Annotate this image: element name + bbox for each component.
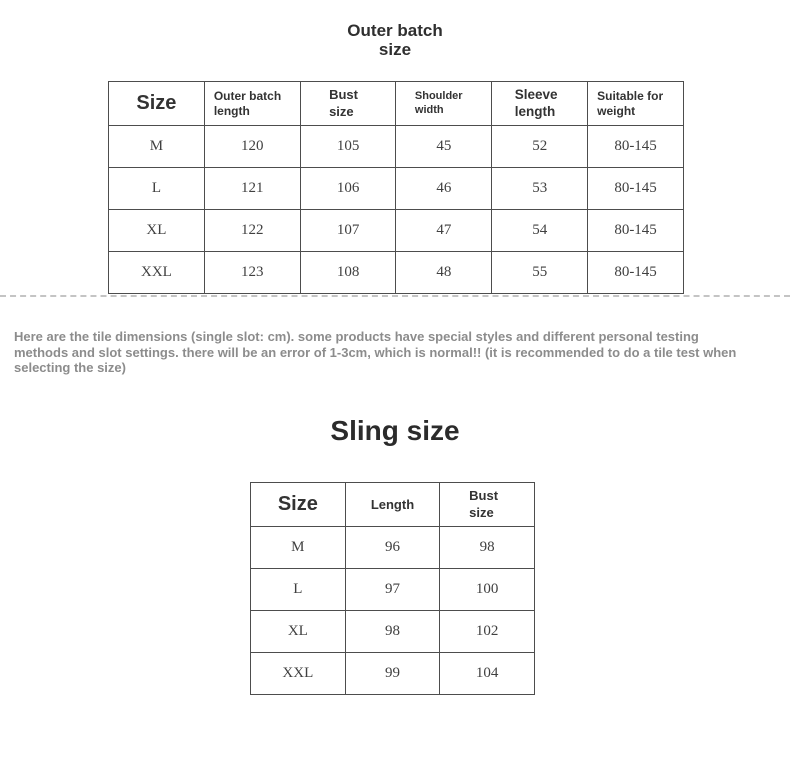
table-cell: XL xyxy=(109,210,205,252)
table-cell: XXL xyxy=(251,653,346,695)
header-cell xyxy=(300,82,396,126)
outer-batch-size-title-text: Outer batch size xyxy=(347,21,443,59)
table-cell: 53 xyxy=(492,168,588,210)
header-cell xyxy=(396,82,492,126)
table-cell: 98 xyxy=(345,611,440,653)
table-cell: M xyxy=(251,527,346,569)
sizing-note: Here are the tile dimensions (single slot: cm). some products have special styles and different personal testing methods and slot settings. there will be an error of 1-3cm, which is normal!! (it is recommended to do a tile test when selecting the size) xyxy=(14,329,737,375)
table-header-row xyxy=(251,483,535,527)
table-cell: 80-145 xyxy=(588,168,684,210)
table-cell: 122 xyxy=(204,210,300,252)
table-cell: 80-145 xyxy=(588,126,684,168)
table-cell: L xyxy=(251,569,346,611)
table-cell: 123 xyxy=(204,252,300,294)
header-cell xyxy=(588,82,684,126)
table-cell: 45 xyxy=(396,126,492,168)
header-cell xyxy=(251,483,346,527)
header-cell xyxy=(204,82,300,126)
table-cell: XXL xyxy=(109,252,205,294)
header-cell-label: Suitable for weight xyxy=(597,88,664,118)
table-cell: 121 xyxy=(204,168,300,210)
sling-size-title: Sling size xyxy=(330,415,460,446)
table-cell: 97 xyxy=(345,569,440,611)
table-row xyxy=(251,611,535,653)
sling-size-table xyxy=(250,482,535,695)
table-cell: 98 xyxy=(440,527,535,569)
table-cell: 105 xyxy=(300,126,396,168)
table-cell: 47 xyxy=(396,210,492,252)
header-cell-label: Size xyxy=(136,92,177,114)
header-cell xyxy=(345,483,440,527)
header-cell-label: Shoulder width xyxy=(414,89,463,116)
table-cell: M xyxy=(109,126,205,168)
table-cell: 99 xyxy=(345,653,440,695)
outer-batch-size-table xyxy=(108,81,684,294)
table-cell: 100 xyxy=(440,569,535,611)
header-cell xyxy=(440,483,535,527)
table-cell: 80-145 xyxy=(588,252,684,294)
table-cell: 102 xyxy=(440,611,535,653)
table-row xyxy=(109,168,684,210)
table-cell: XL xyxy=(251,611,346,653)
table-cell: 104 xyxy=(440,653,535,695)
table-cell: 108 xyxy=(300,252,396,294)
table-cell: 107 xyxy=(300,210,396,252)
table-cell: 80-145 xyxy=(588,210,684,252)
table-row xyxy=(251,527,535,569)
table-cell: 120 xyxy=(204,126,300,168)
header-cell-label: Bust size xyxy=(469,488,499,520)
header-cell xyxy=(109,82,205,126)
table-cell: 55 xyxy=(492,252,588,294)
table-cell: L xyxy=(109,168,205,210)
header-cell xyxy=(492,82,588,126)
header-cell-label: Length xyxy=(370,496,415,512)
header-cell-label: Sleeve length xyxy=(514,86,558,119)
table-cell: 48 xyxy=(396,252,492,294)
table-header-row xyxy=(109,82,684,126)
table-row xyxy=(109,252,684,294)
table-cell: 106 xyxy=(300,168,396,210)
table-row xyxy=(251,569,535,611)
table-cell: 54 xyxy=(492,210,588,252)
header-cell-label: Size xyxy=(277,493,318,515)
table-cell: 96 xyxy=(345,527,440,569)
outer-batch-size-title xyxy=(0,21,790,62)
table-row xyxy=(109,210,684,252)
section-divider xyxy=(0,295,790,297)
table-cell: 52 xyxy=(492,126,588,168)
header-cell-label: Outer batch length xyxy=(213,88,282,118)
table-row xyxy=(109,126,684,168)
table-cell: 46 xyxy=(396,168,492,210)
header-cell-label: Bust size xyxy=(329,87,358,119)
table-row xyxy=(251,653,535,695)
